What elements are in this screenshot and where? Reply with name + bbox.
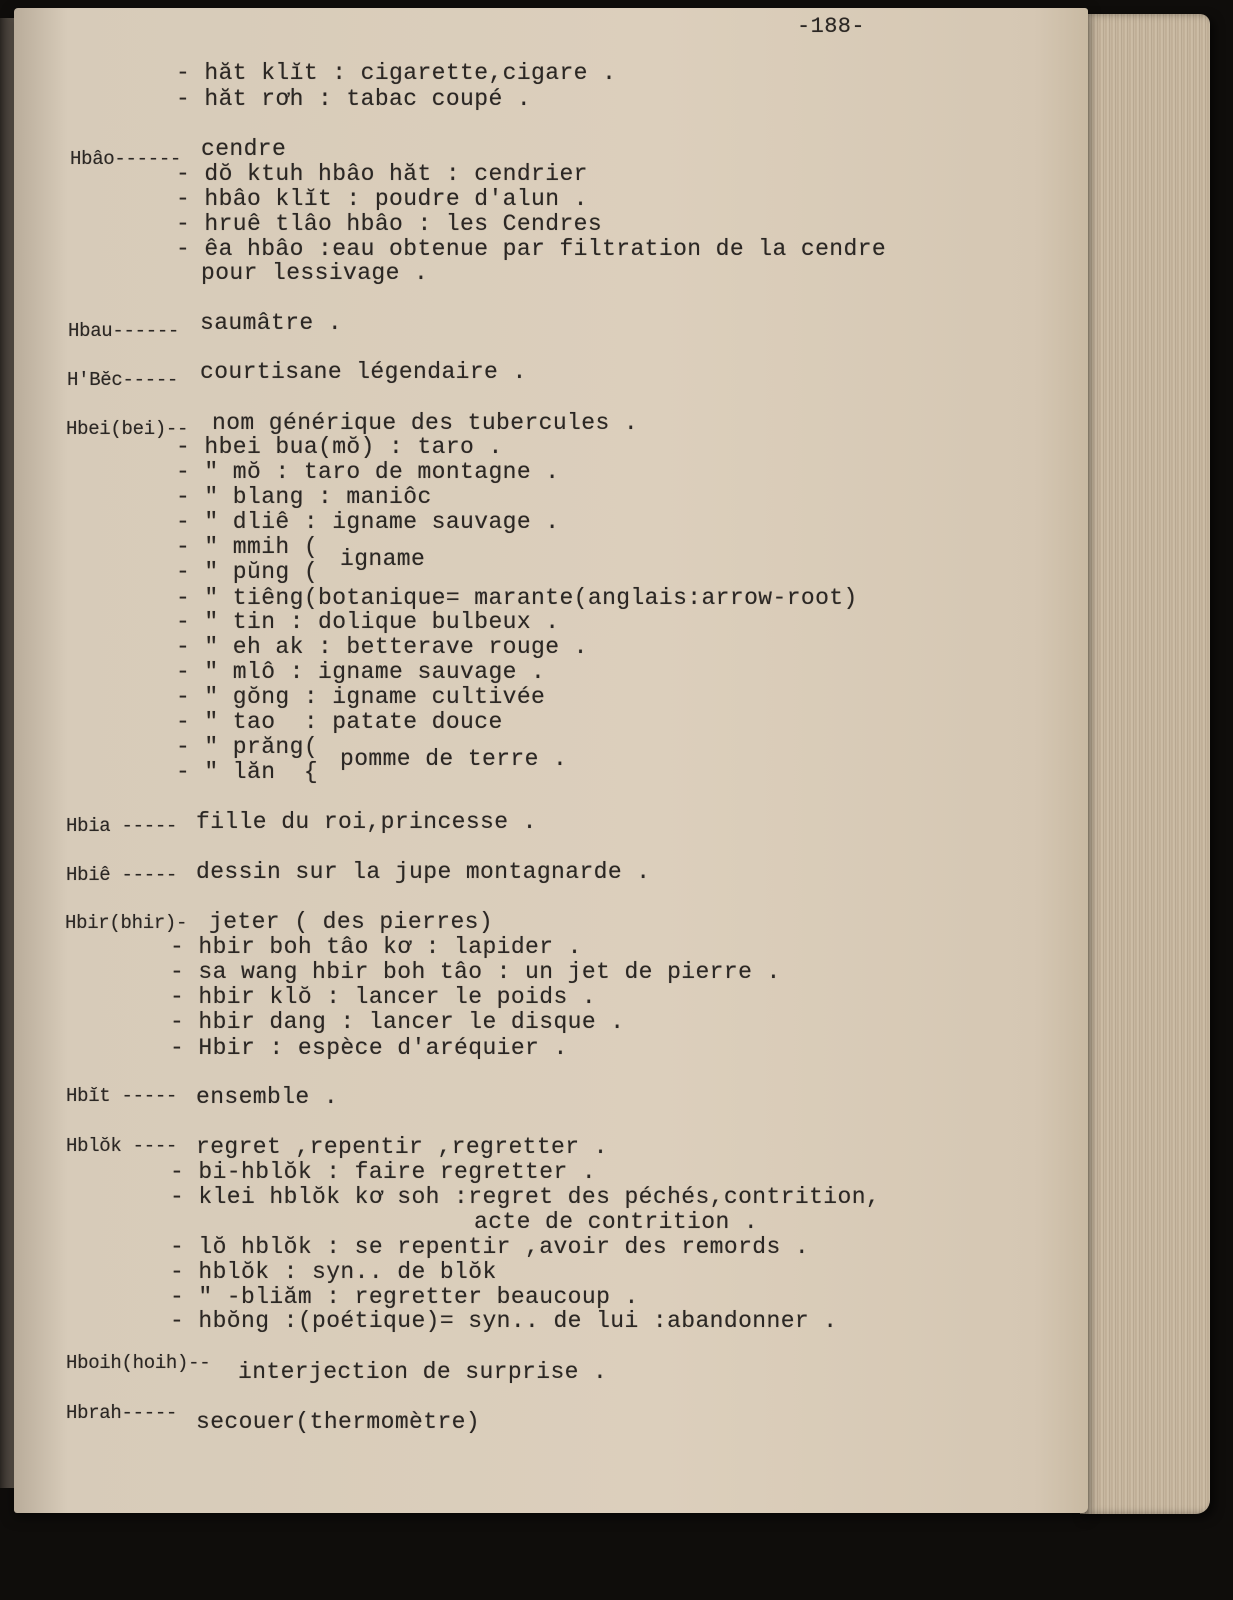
headword: Hbir(bhir)- xyxy=(65,912,188,934)
entry-line: - hruê tlâo hbâo : les Cendres xyxy=(176,211,603,237)
entry-line: nom générique des tubercules . xyxy=(212,410,639,436)
entry-line: - hbei bua(mŏ) : taro . xyxy=(176,434,503,460)
entry-line: - hbŏng :(poétique)= syn.. de lui :abandonner . xyxy=(170,1308,838,1334)
headword: Hbĭt ----- xyxy=(66,1085,178,1107)
entry-line: - " pŭng ( xyxy=(176,559,319,585)
entry-line: - hăt klĭt : cigarette,cigare . xyxy=(176,60,617,86)
brace-gloss: pomme de terre . xyxy=(340,746,568,772)
headword: Hbiê ----- xyxy=(66,864,178,886)
entry-line: - dŏ ktuh hbâo hăt : cendrier xyxy=(176,161,588,187)
entry-line: - hbâo klĭt : poudre d'alun . xyxy=(176,186,588,212)
entry-line: jeter ( des pierres) xyxy=(209,909,494,935)
entry-line: - " -bliăm : regretter beaucoup . xyxy=(170,1284,639,1310)
headword: Hblŏk ---- xyxy=(66,1135,178,1157)
entry-line: - " tin : dolique bulbeux . xyxy=(176,609,560,635)
headword: Hbrah----- xyxy=(66,1402,178,1424)
entry-line: - hblŏk : syn.. de blŏk xyxy=(170,1259,497,1285)
entry-line: - " prăng( xyxy=(176,734,319,760)
headword: Hbau------ xyxy=(68,320,180,342)
entry-line: - " eh ak : betterave rouge . xyxy=(176,634,588,660)
headword: Hboih(hoih)-- xyxy=(66,1352,211,1374)
entry-line: - " tao : patate douce xyxy=(176,709,503,735)
entry-line: - hăt rơh : tabac coupé . xyxy=(176,86,532,112)
entry-line: courtisane légendaire . xyxy=(200,359,527,385)
entry-line: saumâtre . xyxy=(200,310,343,336)
entry-line: - hbir dang : lancer le disque . xyxy=(170,1009,625,1035)
entry-line: - bi-hblŏk : faire regretter . xyxy=(170,1159,597,1185)
entry-line: - " mŏ : taro de montagne . xyxy=(176,459,560,485)
headword: H'Bĕc----- xyxy=(67,369,179,391)
entry-line: - " tiêng(botanique= marante(anglais:arrow-root) xyxy=(176,585,858,611)
entry-line: - Hbir : espèce d'aréquier . xyxy=(170,1035,568,1061)
headword: Hbia ----- xyxy=(66,815,178,837)
entry-line: acte de contrition . xyxy=(474,1209,759,1235)
entry-line: - lŏ hblŏk : se repentir ,avoir des remords . xyxy=(170,1234,810,1260)
headword: Hbâo------ xyxy=(70,148,182,170)
entry-line: - " blang : maniôc xyxy=(176,484,432,510)
entry-line: dessin sur la jupe montagnarde . xyxy=(196,859,651,885)
entry-line: - " lăn { xyxy=(176,759,319,785)
entry-line: - sa wang hbir boh tâo : un jet de pierre . xyxy=(170,959,781,985)
entry-line: cendre xyxy=(201,136,287,162)
page-number: -188- xyxy=(797,14,866,39)
entry-line: regret ,repentir ,regretter . xyxy=(196,1134,608,1160)
entry-line: - " dliê : igname sauvage . xyxy=(176,509,560,535)
entry-line: - klei hblŏk kơ soh :regret des péchés,contrition, xyxy=(170,1184,881,1210)
entry-line: - " gŏng : igname cultivée xyxy=(176,684,546,710)
entry-line: - " mmih ( xyxy=(176,534,319,560)
entry-line: - hbir boh tâo kơ : lapider . xyxy=(170,934,582,960)
entry-line: interjection de surprise . xyxy=(238,1359,608,1385)
entry-line: - êa hbâo :eau obtenue par filtration de la cendre xyxy=(176,236,887,262)
entry-line: ensemble . xyxy=(196,1084,339,1110)
entry-line: - " mlô : igname sauvage . xyxy=(176,659,546,685)
entry-line: - hbir klŏ : lancer le poids . xyxy=(170,984,597,1010)
entry-line: fille du roi,princesse . xyxy=(196,809,537,835)
brace-gloss: igname xyxy=(340,546,426,572)
entry-line: pour lessivage . xyxy=(201,260,429,286)
headword: Hbei(bei)-- xyxy=(66,418,189,440)
entry-line: secouer(thermomètre) xyxy=(196,1409,481,1435)
